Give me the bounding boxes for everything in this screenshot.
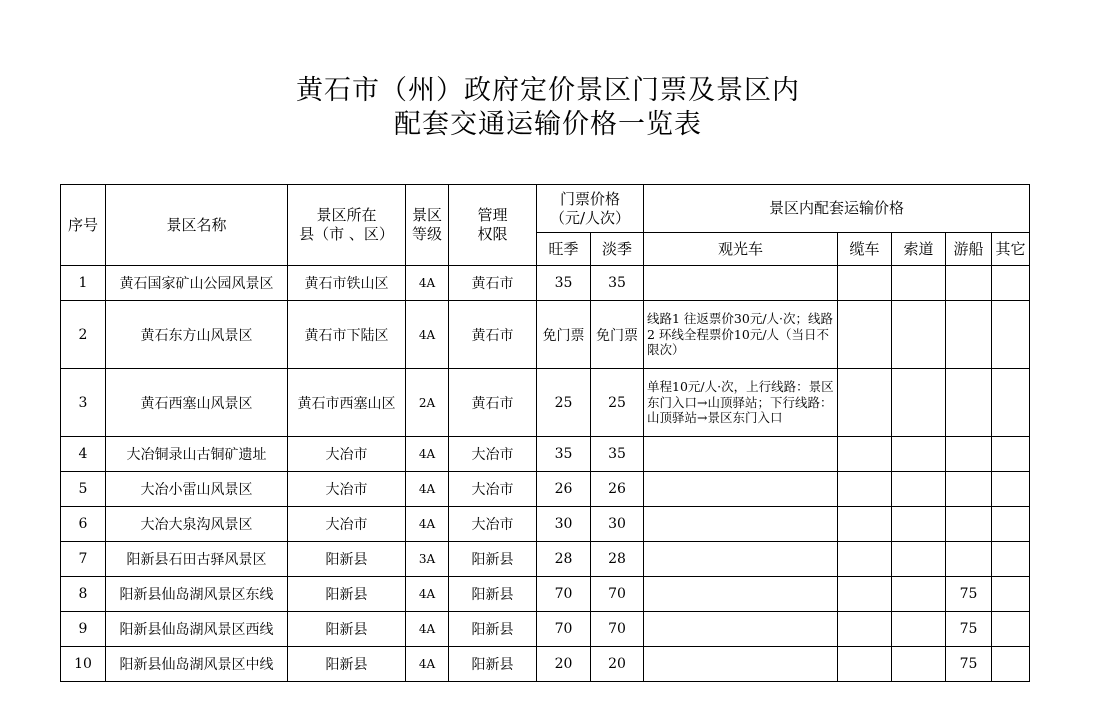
table-row	[61, 266, 1030, 301]
cell-cableway	[838, 472, 892, 507]
header-ropeway: 索道	[892, 233, 946, 266]
cell-sightseeing	[644, 472, 838, 507]
header-county-line1: 景区所在	[316, 206, 377, 224]
header-level-line2: 等级	[411, 225, 442, 243]
cell-ropeway	[892, 507, 946, 542]
cell-off: 20	[591, 647, 644, 682]
cell-authority: 大冶市	[449, 507, 537, 542]
cell-authority: 阳新县	[449, 577, 537, 612]
cell-authority: 黄石市	[449, 266, 537, 301]
table-row	[61, 542, 1030, 577]
cell-seq: 5	[61, 472, 106, 507]
cell-ropeway	[892, 647, 946, 682]
cell-ropeway	[892, 577, 946, 612]
cell-seq: 10	[61, 647, 106, 682]
cell-level: 4A	[406, 301, 449, 369]
cell-ropeway	[892, 437, 946, 472]
cell-sightseeing: 线路1 往返票价30元/人·次；线路2 环线全程票价10元/人（当日不限次）	[644, 301, 838, 369]
cell-name: 黄石西塞山风景区	[106, 369, 288, 437]
cell-boat: 75	[946, 577, 992, 612]
cell-peak: 70	[537, 612, 591, 647]
header-name: 景区名称	[106, 185, 288, 266]
table-row	[61, 369, 1030, 437]
table-row	[61, 437, 1030, 472]
cell-other	[992, 301, 1030, 369]
cell-seq: 8	[61, 577, 106, 612]
cell-ropeway	[892, 542, 946, 577]
header-level	[406, 185, 449, 266]
cell-county: 大冶市	[288, 437, 406, 472]
cell-other	[992, 266, 1030, 301]
cell-level: 4A	[406, 577, 449, 612]
cell-other	[992, 612, 1030, 647]
cell-ropeway	[892, 266, 946, 301]
cell-peak: 35	[537, 266, 591, 301]
cell-seq: 2	[61, 301, 106, 369]
cell-cableway	[838, 266, 892, 301]
cell-name: 阳新县仙岛湖风景区西线	[106, 612, 288, 647]
header-level-line1: 景区	[411, 206, 442, 224]
cell-name: 大冶大泉沟风景区	[106, 507, 288, 542]
cell-level: 4A	[406, 266, 449, 301]
cell-sightseeing	[644, 507, 838, 542]
cell-cableway	[838, 369, 892, 437]
cell-peak: 28	[537, 542, 591, 577]
cell-cableway	[838, 542, 892, 577]
cell-off: 28	[591, 542, 644, 577]
cell-boat	[946, 437, 992, 472]
cell-other	[992, 369, 1030, 437]
cell-sightseeing	[644, 437, 838, 472]
cell-boat	[946, 369, 992, 437]
cell-authority: 黄石市	[449, 301, 537, 369]
cell-level: 2A	[406, 369, 449, 437]
cell-seq: 3	[61, 369, 106, 437]
cell-level: 4A	[406, 437, 449, 472]
cell-boat	[946, 266, 992, 301]
cell-sightseeing	[644, 266, 838, 301]
cell-boat	[946, 542, 992, 577]
cell-authority: 大冶市	[449, 437, 537, 472]
cell-peak: 免门票	[537, 301, 591, 369]
cell-boat	[946, 301, 992, 369]
cell-name: 阳新县石田古驿风景区	[106, 542, 288, 577]
cell-peak: 30	[537, 507, 591, 542]
cell-ropeway	[892, 369, 946, 437]
cell-peak: 26	[537, 472, 591, 507]
cell-seq: 9	[61, 612, 106, 647]
cell-peak: 25	[537, 369, 591, 437]
cell-county: 阳新县	[288, 577, 406, 612]
cell-sightseeing	[644, 612, 838, 647]
table-row	[61, 647, 1030, 682]
cell-seq: 4	[61, 437, 106, 472]
cell-sightseeing	[644, 542, 838, 577]
cell-other	[992, 542, 1030, 577]
cell-peak: 70	[537, 577, 591, 612]
cell-authority: 黄石市	[449, 369, 537, 437]
cell-seq: 1	[61, 266, 106, 301]
header-cableway: 缆车	[838, 233, 892, 266]
header-county	[288, 185, 406, 266]
cell-peak: 20	[537, 647, 591, 682]
cell-authority: 阳新县	[449, 542, 537, 577]
cell-cableway	[838, 577, 892, 612]
header-authority-line2: 权限	[477, 225, 508, 243]
header-sightseeing: 观光车	[644, 233, 838, 266]
cell-cableway	[838, 612, 892, 647]
cell-authority: 阳新县	[449, 612, 537, 647]
cell-name: 阳新县仙岛湖风景区东线	[106, 577, 288, 612]
table-row	[61, 301, 1030, 369]
table-row	[61, 507, 1030, 542]
cell-off: 26	[591, 472, 644, 507]
cell-ropeway	[892, 301, 946, 369]
cell-level: 3A	[406, 542, 449, 577]
header-transport: 景区内配套运输价格	[644, 185, 1030, 233]
header-county-line2: 县（市 、区）	[299, 225, 394, 243]
cell-sightseeing: 单程10元/人·次，上行线路：景区东门入口→山顶驿站；下行线路：山顶驿站→景区东门入口	[644, 369, 838, 437]
cell-boat: 75	[946, 612, 992, 647]
cell-authority: 阳新县	[449, 647, 537, 682]
cell-name: 黄石国家矿山公园风景区	[106, 266, 288, 301]
cell-level: 4A	[406, 647, 449, 682]
cell-name: 黄石东方山风景区	[106, 301, 288, 369]
cell-off: 70	[591, 577, 644, 612]
cell-ropeway	[892, 472, 946, 507]
cell-county: 黄石市西塞山区	[288, 369, 406, 437]
cell-boat	[946, 472, 992, 507]
header-ticket-line2: （元/人次）	[549, 208, 631, 227]
cell-peak: 35	[537, 437, 591, 472]
header-ticket-line1: 门票价格	[559, 189, 620, 208]
cell-cableway	[838, 507, 892, 542]
cell-sightseeing	[644, 577, 838, 612]
header-authority	[449, 185, 537, 266]
header-authority-line1: 管理	[477, 206, 508, 224]
header-off: 淡季	[591, 233, 644, 266]
cell-sightseeing	[644, 647, 838, 682]
document-title-line1: 黄石市（州）政府定价景区门票及景区内	[296, 75, 800, 106]
cell-county: 阳新县	[288, 542, 406, 577]
cell-county: 黄石市铁山区	[288, 266, 406, 301]
cell-name: 大冶小雷山风景区	[106, 472, 288, 507]
cell-seq: 6	[61, 507, 106, 542]
header-seq: 序号	[61, 185, 106, 266]
document-title-line2: 配套交通运输价格一览表	[394, 109, 702, 140]
cell-other	[992, 437, 1030, 472]
cell-county: 阳新县	[288, 647, 406, 682]
cell-other	[992, 472, 1030, 507]
cell-off: 35	[591, 266, 644, 301]
cell-off: 70	[591, 612, 644, 647]
header-ticket-price	[537, 185, 644, 233]
cell-cableway	[838, 301, 892, 369]
cell-county: 阳新县	[288, 612, 406, 647]
cell-other	[992, 577, 1030, 612]
cell-county: 黄石市下陆区	[288, 301, 406, 369]
cell-authority: 大冶市	[449, 472, 537, 507]
cell-off: 25	[591, 369, 644, 437]
cell-level: 4A	[406, 612, 449, 647]
cell-cableway	[838, 647, 892, 682]
cell-name: 大冶铜录山古铜矿遗址	[106, 437, 288, 472]
table-row	[61, 472, 1030, 507]
cell-off: 免门票	[591, 301, 644, 369]
cell-off: 30	[591, 507, 644, 542]
table-row	[61, 577, 1030, 612]
cell-boat: 75	[946, 647, 992, 682]
table-row	[61, 612, 1030, 647]
cell-boat	[946, 507, 992, 542]
cell-ropeway	[892, 612, 946, 647]
cell-level: 4A	[406, 507, 449, 542]
header-other: 其它	[992, 233, 1030, 266]
cell-seq: 7	[61, 542, 106, 577]
cell-county: 大冶市	[288, 472, 406, 507]
header-peak: 旺季	[537, 233, 591, 266]
cell-off: 35	[591, 437, 644, 472]
cell-county: 大冶市	[288, 507, 406, 542]
cell-level: 4A	[406, 472, 449, 507]
price-table	[60, 184, 1030, 682]
cell-other	[992, 647, 1030, 682]
header-boat: 游船	[946, 233, 992, 266]
cell-cableway	[838, 437, 892, 472]
header-row-1	[61, 185, 1030, 233]
cell-name: 阳新县仙岛湖风景区中线	[106, 647, 288, 682]
cell-other	[992, 507, 1030, 542]
